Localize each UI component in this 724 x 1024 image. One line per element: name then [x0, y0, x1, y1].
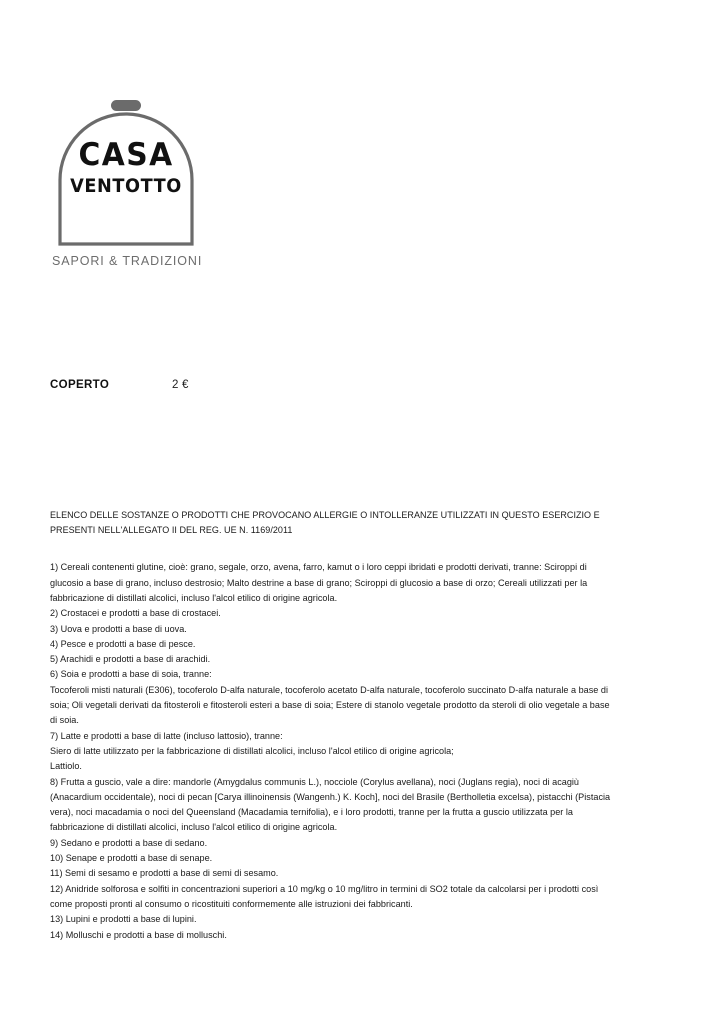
- allergen-item: 3) Uova e prodotti a base di uova.: [50, 623, 187, 634]
- allergen-item: Lattiolo.: [50, 761, 82, 772]
- allergens-heading: ELENCO DELLE SOSTANZE O PRODOTTI CHE PROVOCANO ALLERGIE O INTOLLERANZE UTILIZZATI IN QUESTO ESERCIZIO E PRESENTI NELL'ALLEGATO II DEL REG. UE N. 1169/2011: [50, 510, 600, 536]
- restaurant-logo: [50, 96, 210, 268]
- allergen-item: 5) Arachidi e prodotti a base di arachidi.: [50, 654, 211, 665]
- logo-name-line2: VENTOTTO: [70, 175, 182, 197]
- allergen-item: 12) Anidride solforosa e solfiti in concentrazioni superiori a 10 mg/kg o 10 mg/litro in termini di SO2 totale da calcolarsi per i prodotti così come proposti pronti al consumo o ricostituiti conformemente alle istruzioni dei fabbricanti.: [50, 883, 599, 909]
- allergen-item: 9) Sedano e prodotti a base di sedano.: [50, 837, 208, 848]
- allergen-item: Siero di latte utilizzato per la fabbricazione di distillati alcolici, incluso l'alcol etilico di origine agricola;: [50, 745, 454, 756]
- allergen-item: 4) Pesce e prodotti a base di pesce.: [50, 638, 196, 649]
- allergen-item: 13) Lupini e prodotti a base di lupini.: [50, 914, 197, 925]
- allergens-list: [50, 560, 615, 942]
- cloche-arch-icon: [50, 96, 202, 248]
- allergens-section: [50, 508, 615, 943]
- logo-tagline: SAPORI & TRADIZIONI: [52, 254, 203, 268]
- coperto-row: [50, 379, 310, 391]
- allergen-item: 6) Soia e prodotti a base di soia, tranne:: [50, 669, 212, 680]
- allergen-item: 7) Latte e prodotti a base di latte (incluso lattosio), tranne:: [50, 730, 283, 741]
- allergen-item: 11) Semi di sesamo e prodotti a base di semi di sesamo.: [50, 868, 279, 879]
- coperto-label: COPERTO: [50, 379, 110, 391]
- allergen-item: 14) Molluschi e prodotti a base di molluschi.: [50, 929, 227, 940]
- allergen-item: 10) Senape e prodotti a base di senape.: [50, 853, 213, 864]
- logo-name-line1: CASA: [78, 137, 174, 173]
- coperto-price: 2 €: [172, 379, 189, 391]
- allergen-item: 1) Cereali contenenti glutine, cioè: grano, segale, orzo, avena, farro, kamut o i loro ceppi ibridati e prodotti derivati, tranne: Sciroppi di glucosio a base di grano, incluso destrosio; Malto destrine a base di grano; Sciroppi di glucosio a base di orzo; Cereali utilizzati per la fabbricazione di distillati alcolici, incluso l'alcol etilico di origine agricola.: [50, 562, 588, 603]
- allergen-item: 8) Frutta a guscio, vale a dire: mandorle (Amygdalus communis L.), nocciole (Corylus avellana), noci (Juglans regia), noci di acagiù (Anacardium occidentale), noci di pecan [Carya illinoinensis (Wangenh.) K. Koch], noci del Brasile (Bertholletia excelsa), pistacchi (Pistacia vera), noci macadamia o noci del Queensland (Macadamia ternifolia), e i loro prodotti, tranne per la frutta a guscio utilizzata per la fabbricazione di distillati alcolici, incluso l'alcol etilico di origine agricola.: [50, 776, 611, 833]
- allergen-item: Tocoferoli misti naturali (E306), tocoferolo D-alfa naturale, tocoferolo acetato D-alfa naturale, tocoferolo succinato D-alfa naturale a base di soia; Oli vegetali derivati da fitosteroli e fitosteroli esteri a base di soia; Estere di stanolo vegetale prodotto da steroli di olio vegetale a base di soia.: [50, 684, 610, 726]
- allergen-item: 2) Crostacei e prodotti a base di crostacei.: [50, 608, 221, 619]
